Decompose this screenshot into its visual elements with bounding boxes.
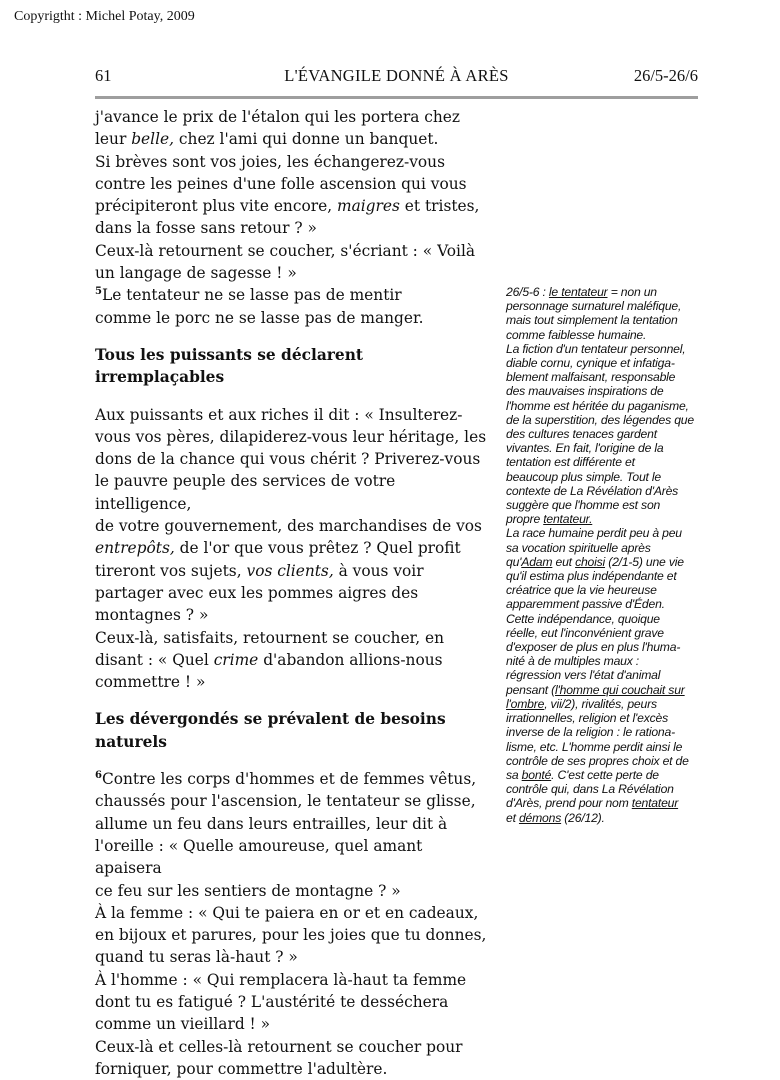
verse-number: 5: [95, 286, 102, 298]
text-segment: mais tout simplement la tentation: [506, 313, 678, 328]
verse-number: 6: [95, 770, 102, 782]
text-segment: des cultures tenaces gardent: [506, 427, 657, 442]
text-line: [506, 668, 704, 682]
text-segment: précipiteront plus vite encore,: [95, 197, 337, 216]
text-line: [506, 711, 704, 725]
text-segment: chez l'ami qui donne un banquet.: [174, 130, 439, 149]
text-segment: de la superstition, des légendes que: [506, 412, 694, 427]
text-segment: = non un: [607, 285, 657, 299]
text-line: [95, 880, 490, 902]
text-line: [506, 342, 704, 356]
text-segment: lisme, etc. L'homme perdit ainsi le: [506, 739, 683, 754]
text-line: [95, 902, 490, 924]
text-segment: et: [506, 810, 519, 825]
page-header: [95, 66, 698, 99]
text-segment: beaucoup plus simple. Tout le: [506, 469, 661, 484]
text-line: [95, 604, 490, 626]
text-segment: suggère que l'homme est son: [506, 498, 661, 513]
text-segment: tentateur: [631, 796, 679, 811]
text-segment: vous vos pères, dilapiderez-vous leur héritage, les: [95, 427, 487, 446]
text-line: [506, 754, 704, 768]
text-line: [506, 796, 704, 810]
text-line: [95, 649, 490, 671]
text-segment: sa: [506, 767, 522, 782]
text-segment: À la femme : « Qui te paiera en or et en cadeaux,: [95, 903, 479, 922]
text-line: [506, 498, 704, 512]
text-line: [95, 790, 490, 812]
text-line: [95, 627, 490, 649]
text-segment: l'oreille : « Quelle amoureuse, quel amant apaisera: [95, 836, 423, 878]
text-line: [506, 583, 704, 597]
text-segment: choisi: [575, 554, 606, 569]
text-line: [95, 537, 490, 559]
text-line: [95, 106, 490, 128]
text-line: [95, 768, 490, 790]
text-line: [95, 969, 490, 991]
text-line: [506, 427, 704, 441]
text-line: [95, 924, 490, 946]
text-line: [95, 404, 490, 426]
text-segment: Si brèves sont vos joies, les échangerez-vous: [95, 152, 445, 171]
text-segment: dons de la chance qui vous chérit ? Priverez-vous: [95, 450, 481, 469]
text-segment: régression vers l'état d'animal: [506, 668, 661, 683]
text-line: [95, 426, 490, 448]
text-line: [95, 1013, 490, 1035]
text-segment: tentation est différente et: [506, 455, 635, 470]
margin-commentary-note: [506, 285, 704, 825]
text-segment: contre les peines d'une folle ascension qui vous: [95, 174, 467, 193]
text-segment: Ceux-là, satisfaits, retournent se coucher, en: [95, 628, 445, 647]
text-segment: Contre les corps d'hommes et de femmes vêtus,: [101, 770, 477, 789]
text-segment: . C'est cette perte de: [551, 767, 659, 782]
text-segment: d'exposer de plus en plus l'huma-: [506, 640, 681, 655]
text-segment: personnage surnaturel maléfique,: [506, 299, 682, 314]
text-line: [95, 1036, 490, 1058]
text-segment: et tristes,: [399, 197, 480, 216]
text-segment: crime: [213, 650, 259, 669]
text-line: [95, 240, 490, 262]
text-line: [506, 526, 704, 540]
text-line: [506, 555, 704, 569]
text-line: [506, 725, 704, 739]
text-line: [95, 813, 490, 835]
text-line: [95, 448, 490, 470]
text-segment: créatrice que la vie heureuse: [506, 583, 657, 598]
text-segment: maigres: [336, 197, 400, 216]
text-segment: vos clients,: [246, 561, 334, 580]
main-text-column: [95, 106, 490, 1080]
text-line: [506, 541, 704, 555]
text-line: [506, 470, 704, 484]
text-line: [95, 560, 490, 582]
text-segment: contrôle de ses propres choix et de: [506, 753, 689, 768]
text-segment: irrationnelles, religion et l'excès: [506, 711, 668, 726]
text-line: [95, 582, 490, 604]
text-segment: Ceux-là retournent se coucher, s'écriant : « Voilà: [95, 241, 476, 260]
text-line: [506, 285, 704, 299]
text-segment: La race humaine perdit peu à peu: [506, 526, 682, 541]
section-heading-devergondes: Les dévergondés se prévalent de besoins naturels: [95, 710, 446, 751]
text-line: [506, 356, 704, 370]
text-segment: vivantes. En fait, l'origine de la: [506, 441, 664, 456]
text-line: [95, 946, 490, 968]
text-segment: diable cornu, cynique et infatiga-: [506, 356, 675, 371]
text-segment: contexte de La Révélation d'Arès: [506, 483, 679, 498]
text-segment: , vii/2), rivalités, peurs: [544, 696, 657, 711]
text-segment: le pauvre peuple des services de votre intelligence,: [95, 472, 396, 513]
text-segment: l'homme est héritée du paganisme,: [506, 398, 689, 413]
text-line: [506, 626, 704, 640]
text-line: [506, 484, 704, 498]
text-segment: de l'or que vous prêtez ? Quel profit: [174, 539, 461, 558]
text-line: [506, 313, 704, 327]
text-segment: propre: [506, 512, 544, 527]
text-line: [95, 835, 490, 880]
text-segment: j'avance le prix de l'étalon qui les portera chez: [95, 108, 461, 126]
text-line: [506, 811, 704, 825]
text-line: [506, 683, 704, 697]
text-line: [95, 217, 490, 239]
text-line: [506, 740, 704, 754]
text-segment: À l'homme : « Qui remplacera là-haut ta femme: [95, 970, 467, 989]
text-segment: partager avec eux les pommes aigres des: [95, 583, 419, 602]
text-line: [506, 768, 704, 782]
text-line: [95, 470, 490, 515]
text-line: [506, 413, 704, 427]
text-segment: entrepôts,: [95, 539, 175, 558]
text-segment: en bijoux et parures, pour les joies que tu donnes,: [95, 926, 487, 945]
text-segment: d'abandon allions-nous: [258, 650, 443, 669]
text-line: [95, 671, 490, 693]
text-segment: Le tentateur ne se lasse pas de mentir: [101, 286, 402, 305]
text-segment: inverse de la religion : le rationa-: [506, 725, 675, 740]
text-line: [506, 512, 704, 526]
text-segment: comme le porc ne se lasse pas de manger.: [95, 308, 424, 327]
text-segment: belle,: [131, 130, 175, 149]
text-line: [506, 654, 704, 668]
text-segment: apparemment passive d'Éden.: [506, 597, 665, 612]
text-segment: bonté: [521, 767, 552, 782]
text-segment: leur: [95, 130, 132, 149]
text-segment: un langage de sagesse ! »: [95, 264, 297, 283]
text-segment: à vous voir: [333, 561, 424, 580]
text-segment: 26/5-6 :: [506, 285, 549, 299]
text-line: [506, 299, 704, 313]
text-line: [506, 370, 704, 384]
text-segment: sa vocation spirituelle après: [506, 540, 651, 555]
text-segment: quand tu seras là-haut ? »: [95, 948, 298, 967]
text-segment: dont tu es fatigué ? L'austérité te desséchera: [95, 992, 449, 1011]
text-line: [95, 991, 490, 1013]
text-segment: tireront vos sujets,: [95, 561, 247, 580]
text-segment: d'Arès, prend pour nom: [506, 796, 632, 811]
text-line: [95, 151, 490, 173]
intro-passage: [95, 106, 490, 329]
text-segment: chaussés pour l'ascension, le tentateur se glisse,: [95, 792, 476, 811]
passage-devergondes: [95, 768, 490, 1080]
page-number: 61: [95, 66, 112, 85]
verse-range: 26/5-26/6: [633, 66, 698, 85]
text-segment: qu': [506, 554, 522, 569]
text-segment: démons: [518, 810, 562, 825]
text-line: [506, 697, 704, 711]
text-line: [506, 399, 704, 413]
section-heading-puissants: Tous les puissants se déclarent irremplaçables: [95, 345, 364, 387]
text-segment: commettre ! »: [95, 673, 206, 692]
passage-puissants: [95, 404, 490, 694]
text-segment: Cette indépendance, quoique: [506, 611, 660, 626]
text-line: [506, 612, 704, 626]
text-segment: réelle, eut l'inconvénient grave: [506, 625, 664, 640]
copyright-notice: Copyrigtht : Michel Potay, 2009: [14, 9, 195, 24]
text-segment: nité à de multiples maux :: [506, 654, 639, 669]
text-line: [506, 597, 704, 611]
text-line: [506, 569, 704, 583]
text-line: [506, 455, 704, 469]
text-line: [95, 284, 490, 306]
text-segment: le tentateur: [548, 285, 608, 299]
text-line: [506, 640, 704, 654]
text-segment: Adam: [521, 554, 553, 569]
text-line: [95, 1058, 490, 1080]
text-segment: disant : « Quel: [95, 650, 214, 669]
text-segment: contrôle qui, dans La Révélation: [506, 782, 674, 797]
text-segment: blement malfaisant, responsable: [506, 370, 676, 385]
text-segment: Aux puissants et aux riches il dit : « Insulterez-: [95, 405, 463, 424]
running-title: L'ÉVANGILE DONNÉ À ARÈS: [284, 66, 509, 85]
text-segment: (2/1-5) une vie: [605, 554, 684, 569]
text-line: [506, 384, 704, 398]
text-segment: montagnes ? »: [95, 606, 209, 625]
text-line: [506, 328, 704, 342]
text-segment: La fiction d'un tentateur personnel,: [506, 341, 686, 356]
text-segment: Ceux-là et celles-là retournent se coucher pour: [95, 1037, 463, 1056]
text-segment: comme un vieillard ! »: [95, 1015, 271, 1034]
text-segment: des mauvaises inspirations de: [506, 384, 664, 399]
text-segment: l'homme qui couchait sur: [555, 682, 685, 697]
text-segment: pensant (: [506, 682, 556, 697]
text-segment: de votre gouvernement, des marchandises de vos: [95, 517, 482, 536]
text-line: [95, 515, 490, 537]
text-segment: forniquer, pour commettre l'adultère.: [95, 1059, 388, 1078]
text-segment: comme faiblesse humaine.: [506, 327, 647, 342]
text-segment: dans la fosse sans retour ? »: [95, 219, 317, 238]
text-line: [95, 307, 490, 329]
text-segment: ce feu sur les sentiers de montagne ? »: [95, 881, 401, 900]
text-line: [95, 262, 490, 284]
text-line: [95, 128, 490, 150]
text-line: [95, 195, 490, 217]
text-segment: qu'il estima plus indépendante et: [506, 569, 677, 584]
text-segment: (26/12).: [561, 810, 605, 825]
text-segment: l'ombre: [506, 696, 545, 711]
text-segment: eut: [552, 554, 576, 569]
text-segment: allume un feu dans leurs entrailles, leur dit à: [95, 814, 448, 833]
text-line: [506, 441, 704, 455]
text-line: [95, 173, 490, 195]
text-segment: tentateur.: [543, 512, 593, 527]
text-line: [506, 782, 704, 796]
